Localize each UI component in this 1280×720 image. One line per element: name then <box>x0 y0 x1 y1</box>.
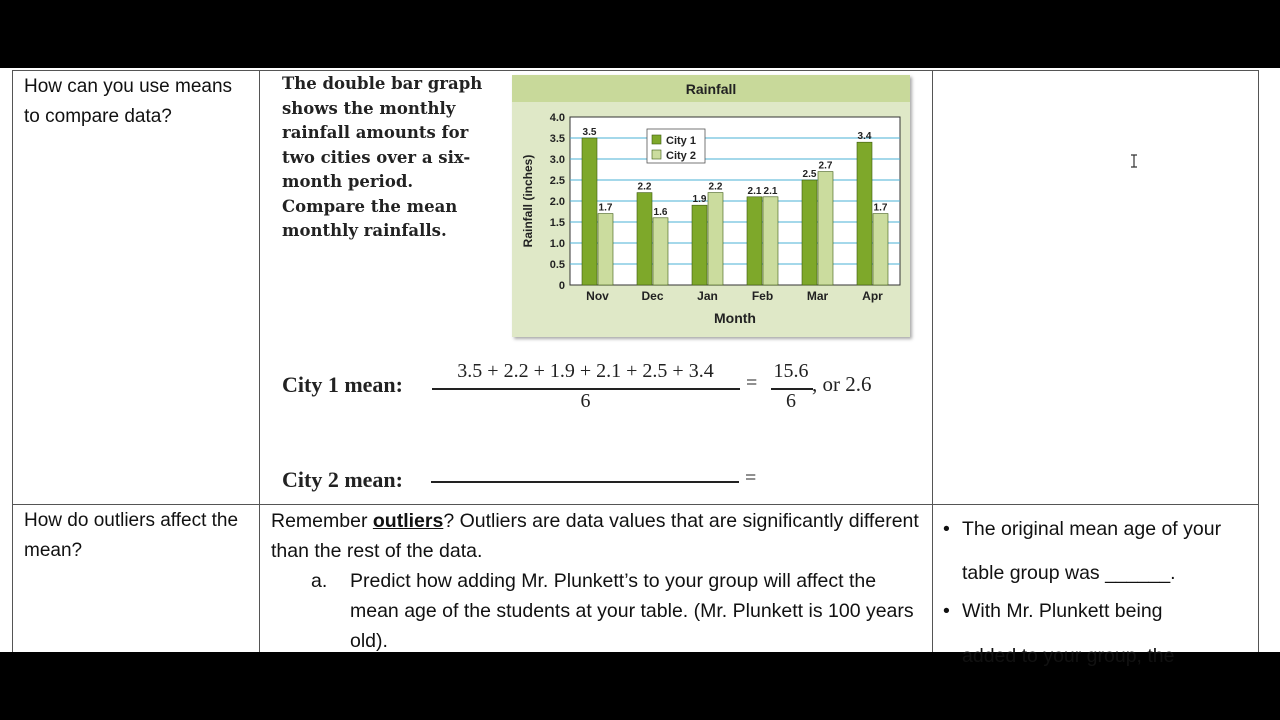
table-top-border <box>12 70 1258 71</box>
x-tick-label: Feb <box>751 289 774 303</box>
data-label: 2.5 <box>802 169 817 180</box>
data-label: 2.1 <box>747 185 762 197</box>
y-tick-label: 1.0 <box>549 238 565 250</box>
column-divider-1 <box>259 70 260 652</box>
data-label: 3.4 <box>857 131 872 143</box>
bullet-dot-1: • <box>943 518 950 540</box>
item-a-marker: a. <box>311 570 328 592</box>
chart-title: Rainfall <box>685 81 737 97</box>
bullet-dot-2: • <box>943 600 950 622</box>
y-tick-label: 2.0 <box>549 196 565 208</box>
bar-city1-apr <box>857 142 872 285</box>
bullet-2-text: With Mr. Plunkett being <box>962 600 1163 622</box>
x-tick-label: Mar <box>806 289 829 303</box>
row2-question: How do outliers affect the mean? <box>24 510 239 561</box>
rainfall-chart-svg <box>512 75 910 337</box>
data-label: 2.2 <box>708 181 723 193</box>
y-tick-label: 3.0 <box>549 154 565 166</box>
city1-result: , or 2.6 <box>812 372 872 396</box>
x-tick-label: Nov <box>586 289 609 303</box>
bar-city2-jan <box>708 193 723 285</box>
bar-city2-mar <box>818 172 833 285</box>
legend-swatch <box>652 150 661 159</box>
bar-city1-jan <box>692 205 707 285</box>
data-label: 2.2 <box>637 181 652 193</box>
y-tick-label: 3.5 <box>549 133 565 145</box>
y-tick-label: 1.5 <box>549 217 565 229</box>
data-label: 3.5 <box>582 127 597 138</box>
y-axis-label: Rainfall (inches) <box>521 154 535 248</box>
bullet-2-continuation: added to your group, the <box>962 645 1175 667</box>
data-label: 1.9 <box>692 194 707 206</box>
city1-sum: 15.6 <box>773 360 809 382</box>
x-axis-label: Month <box>714 310 756 326</box>
bar-city2-nov <box>598 214 613 285</box>
text-cursor-icon <box>1130 154 1138 168</box>
bar-city1-nov <box>582 138 597 285</box>
outliers-intro <box>271 506 926 566</box>
y-tick-label: 2.5 <box>549 175 565 187</box>
x-tick-label: Apr <box>862 289 883 303</box>
textbook-prompt: The double bar graph shows the monthly rainfall amounts for two cities over a six-month period. Compare the mean monthly rainfalls. <box>282 74 483 240</box>
city1-sum-denominator: 6 <box>786 390 796 412</box>
data-label: 2.1 <box>763 185 778 197</box>
item-a-text: Predict how adding Mr. Plunkett’s to your group will affect the mean age of the students at your table. (Mr. Plunkett is 100 years old). <box>350 570 914 652</box>
data-label: 1.7 <box>873 202 888 214</box>
legend-label: City 1 <box>666 135 696 147</box>
data-label: 2.7 <box>818 160 833 172</box>
legend-swatch <box>652 135 661 144</box>
bar-city2-apr <box>873 214 888 285</box>
city1-numerator: 3.5 + 2.2 + 1.9 + 2.1 + 2.5 + 3.4 <box>457 360 714 382</box>
bar-city1-mar <box>802 180 817 285</box>
y-tick-label: 0 <box>558 280 565 292</box>
table-right-border <box>1258 70 1259 652</box>
city1-equals: = <box>746 372 758 394</box>
row-divider <box>12 504 1258 505</box>
bar-city1-feb <box>747 197 762 285</box>
row1-question: How can you use means to compare data? <box>24 76 233 127</box>
data-label: 1.7 <box>598 202 613 214</box>
city1-mean-label: City 1 mean: <box>282 372 403 397</box>
outliers-term: outliers <box>372 510 444 532</box>
y-tick-label: 4.0 <box>549 112 565 124</box>
table-left-border <box>12 70 13 652</box>
city2-blank-line <box>431 481 739 483</box>
legend-label: City 2 <box>666 150 696 162</box>
intro-prefix: Remember <box>271 510 373 532</box>
y-tick-label: 0.5 <box>549 259 565 271</box>
city2-mean-label: City 2 mean: <box>282 467 403 492</box>
bar-city1-dec <box>637 193 652 285</box>
bullet-1-text: The original mean age of your table group was ______. <box>962 518 1222 584</box>
rainfall-chart <box>512 75 910 337</box>
bar-city2-dec <box>653 218 668 285</box>
city1-denominator: 6 <box>580 390 591 412</box>
intro-rest: ? Outliers are data values that are significantly different than the rest of the data. <box>271 510 919 562</box>
x-tick-label: Jan <box>697 289 718 303</box>
x-tick-label: Dec <box>641 289 664 303</box>
city2-equals: = <box>745 467 757 489</box>
column-divider-2 <box>932 70 933 652</box>
data-label: 1.6 <box>653 206 668 218</box>
bar-city2-feb <box>763 197 778 285</box>
